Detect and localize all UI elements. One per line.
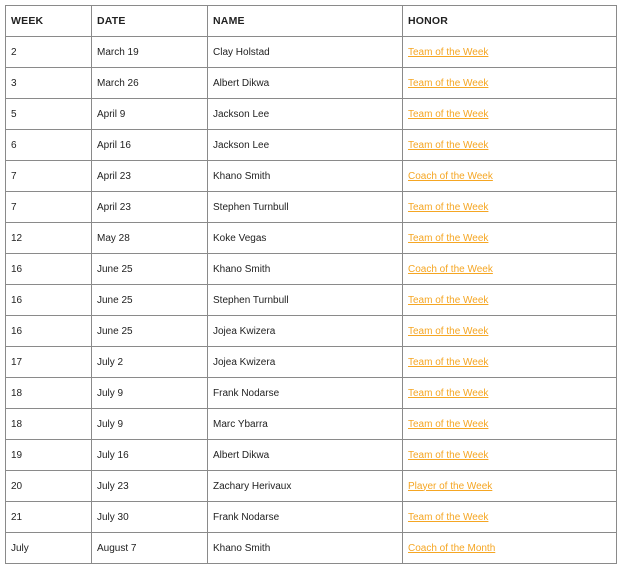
cell-week: 18 (6, 378, 92, 409)
cell-name: Jojea Kwizera (208, 316, 403, 347)
cell-week: 2 (6, 37, 92, 68)
honor-link[interactable]: Team of the Week (408, 108, 489, 120)
honor-link[interactable]: Team of the Week (408, 294, 489, 306)
honor-link[interactable]: Team of the Week (408, 201, 489, 213)
column-header-week: WEEK (6, 6, 92, 37)
cell-date: June 25 (92, 285, 208, 316)
column-header-honor: HONOR (403, 6, 617, 37)
cell-name: Frank Nodarse (208, 378, 403, 409)
cell-date: July 9 (92, 409, 208, 440)
table-row (6, 37, 617, 68)
cell-week: 6 (6, 130, 92, 161)
cell-date: May 28 (92, 223, 208, 254)
honor-link[interactable]: Team of the Week (408, 511, 489, 523)
table-row (6, 68, 617, 99)
honor-link[interactable]: Team of the Week (408, 46, 489, 58)
cell-honor (403, 502, 617, 533)
cell-date: April 23 (92, 192, 208, 223)
cell-date: July 9 (92, 378, 208, 409)
cell-name: Albert Dikwa (208, 68, 403, 99)
cell-honor (403, 409, 617, 440)
cell-name: Stephen Turnbull (208, 285, 403, 316)
table-row (6, 347, 617, 378)
cell-honor (403, 37, 617, 68)
cell-honor (403, 440, 617, 471)
honor-link[interactable]: Coach of the Week (408, 263, 493, 275)
table-row (6, 254, 617, 285)
cell-week: 16 (6, 285, 92, 316)
honor-link[interactable]: Team of the Week (408, 325, 489, 337)
cell-week: 19 (6, 440, 92, 471)
cell-name: Frank Nodarse (208, 502, 403, 533)
cell-week: July (6, 533, 92, 564)
cell-name: Stephen Turnbull (208, 192, 403, 223)
table-row (6, 161, 617, 192)
cell-date: July 30 (92, 502, 208, 533)
cell-honor (403, 378, 617, 409)
honor-link[interactable]: Team of the Week (408, 418, 489, 430)
table-row (6, 378, 617, 409)
cell-honor (403, 533, 617, 564)
column-header-name: NAME (208, 6, 403, 37)
cell-date: June 25 (92, 316, 208, 347)
cell-week: 7 (6, 161, 92, 192)
cell-name: Koke Vegas (208, 223, 403, 254)
table-row (6, 471, 617, 502)
cell-name: Jackson Lee (208, 130, 403, 161)
cell-date: April 23 (92, 161, 208, 192)
cell-honor (403, 161, 617, 192)
cell-honor (403, 316, 617, 347)
cell-week: 3 (6, 68, 92, 99)
cell-date: July 16 (92, 440, 208, 471)
honor-link[interactable]: Coach of the Week (408, 170, 493, 182)
cell-week: 5 (6, 99, 92, 130)
cell-week: 16 (6, 316, 92, 347)
cell-name: Jojea Kwizera (208, 347, 403, 378)
honors-table (5, 5, 617, 564)
cell-honor (403, 254, 617, 285)
table-row (6, 502, 617, 533)
cell-name: Khano Smith (208, 533, 403, 564)
cell-date: March 19 (92, 37, 208, 68)
honor-link[interactable]: Player of the Week (408, 480, 493, 492)
cell-week: 7 (6, 192, 92, 223)
cell-date: July 2 (92, 347, 208, 378)
table-header-row (6, 6, 617, 37)
cell-date: August 7 (92, 533, 208, 564)
honor-link[interactable]: Team of the Week (408, 232, 489, 244)
honor-link[interactable]: Team of the Week (408, 387, 489, 399)
table-row (6, 285, 617, 316)
cell-name: Clay Holstad (208, 37, 403, 68)
table-body (6, 37, 617, 564)
cell-date: April 9 (92, 99, 208, 130)
cell-honor (403, 130, 617, 161)
honor-link[interactable]: Team of the Week (408, 356, 489, 368)
cell-date: April 16 (92, 130, 208, 161)
honor-link[interactable]: Team of the Week (408, 449, 489, 461)
cell-honor (403, 68, 617, 99)
cell-honor (403, 347, 617, 378)
cell-name: Jackson Lee (208, 99, 403, 130)
cell-name: Khano Smith (208, 161, 403, 192)
cell-week: 18 (6, 409, 92, 440)
cell-name: Marc Ybarra (208, 409, 403, 440)
honor-link[interactable]: Team of the Week (408, 77, 489, 89)
honor-link[interactable]: Coach of the Month (408, 542, 496, 554)
cell-honor (403, 192, 617, 223)
table-row (6, 533, 617, 564)
cell-name: Zachary Herivaux (208, 471, 403, 502)
table-row (6, 316, 617, 347)
table-row (6, 440, 617, 471)
column-header-date: DATE (92, 6, 208, 37)
cell-honor (403, 223, 617, 254)
table-row (6, 409, 617, 440)
cell-date: June 25 (92, 254, 208, 285)
cell-name: Khano Smith (208, 254, 403, 285)
table-row (6, 130, 617, 161)
cell-date: July 23 (92, 471, 208, 502)
cell-week: 20 (6, 471, 92, 502)
honors-table-container (5, 5, 616, 564)
cell-week: 21 (6, 502, 92, 533)
cell-date: March 26 (92, 68, 208, 99)
cell-honor (403, 99, 617, 130)
honor-link[interactable]: Team of the Week (408, 139, 489, 151)
cell-week: 17 (6, 347, 92, 378)
cell-name: Albert Dikwa (208, 440, 403, 471)
cell-honor (403, 471, 617, 502)
cell-honor (403, 285, 617, 316)
table-row (6, 192, 617, 223)
cell-week: 12 (6, 223, 92, 254)
table-row (6, 99, 617, 130)
table-row (6, 223, 617, 254)
cell-week: 16 (6, 254, 92, 285)
